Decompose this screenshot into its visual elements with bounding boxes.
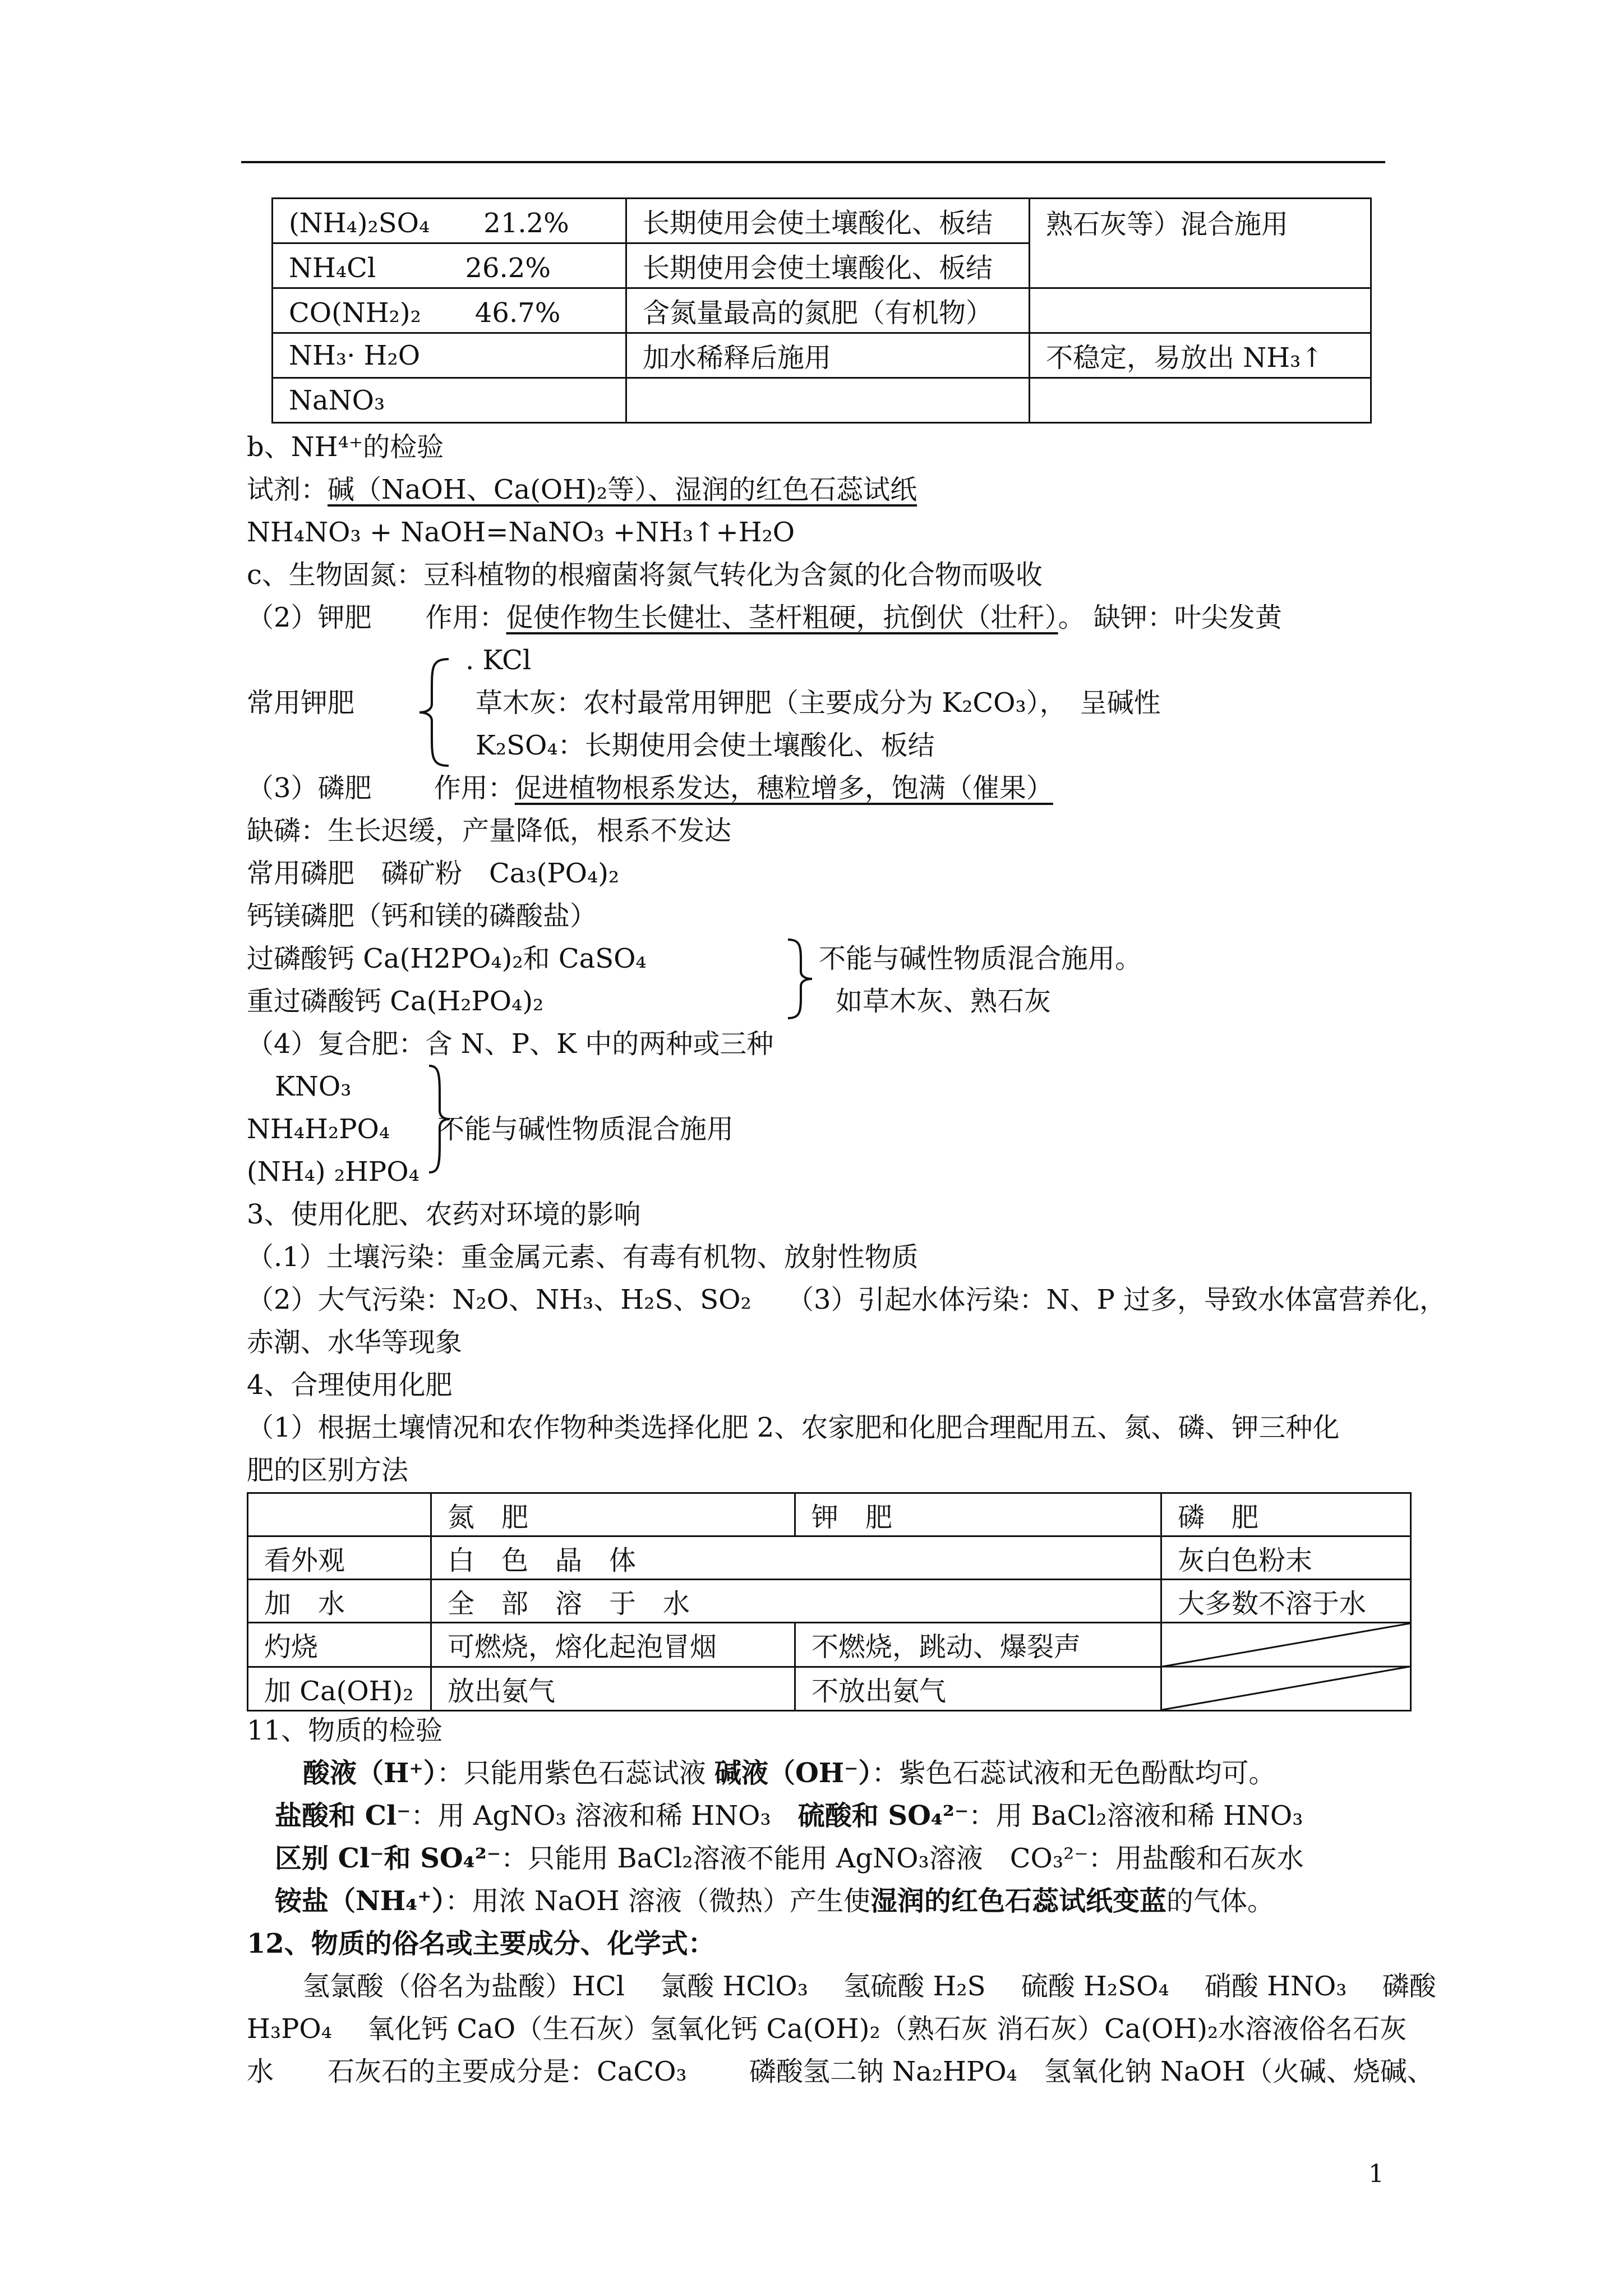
table-cell: 不放出氨气 [795, 1667, 1161, 1711]
text-span: ：只能用紫色石蕊试液 [436, 1757, 714, 1789]
text-span: （2）钾肥 作用： [247, 602, 506, 633]
table-cell: 灰白色粉末 [1161, 1536, 1411, 1580]
text-line: 缺磷：生长迟缓，产量降低，根系不发达 [247, 815, 732, 846]
table-cell: 灼烧 [248, 1623, 431, 1667]
table-cell: 不稳定，易放出 NH₃↑ [1030, 333, 1371, 378]
table-cell: NH₄Cl 26.2% [273, 243, 626, 288]
text-line: 不能与碱性物质混合施用。 [819, 943, 1142, 974]
text-line: 氢氯酸（俗名为盐酸）HCl 氯酸 HClO₃ 氢硫酸 H₂S 硫酸 H₂SO₄ 硝酸 HNO₃ 磷酸 [303, 1971, 1436, 2002]
table-cell: 白 色 晶 体 [431, 1536, 1161, 1580]
bold-text: 盐酸和 Cl⁻ [275, 1800, 411, 1832]
text-line [303, 1754, 1276, 1793]
table-cell: 看外观 [248, 1536, 431, 1580]
text-line: H₃PO₄ 氧化钙 CaO（生石灰）氢氧化钙 Ca(OH)₂（熟石灰 消石灰）Ca(OH)₂水溶液俗名石灰 [247, 2013, 1407, 2045]
bold-text: 硫酸和 SO₄²⁻ [797, 1800, 969, 1832]
text-line: （2）大气污染：N₂O、NH₃、H₂S、SO₂ （3）引起水体污染：N、P 过多，导致水体富营养化， [247, 1284, 1447, 1315]
section-heading: 11、物质的检验 [247, 1715, 443, 1746]
bold-text: 铵盐（NH₄⁺） [275, 1885, 445, 1917]
table-row [273, 288, 1371, 333]
table-row [273, 199, 1371, 243]
table-cell: 放出氨气 [431, 1667, 795, 1711]
table-cell: 全 部 溶 于 水 [431, 1580, 1161, 1623]
text-line [247, 769, 1053, 808]
text-line: 常用钾肥 [247, 687, 355, 719]
text-span: 试剂： [247, 474, 328, 505]
underlined-text: 促使作物生长健壮、茎杆粗硬，抗倒伏（壮秆） [506, 602, 1058, 633]
underlined-text: 促进植物根系发达，穗粒增多，饱满（催果） [514, 772, 1053, 804]
text-line: K₂SO₄：长期使用会使土壤酸化、板结 [476, 730, 935, 761]
bold-text: 区别 Cl⁻和 SO₄²⁻ [275, 1843, 501, 1874]
table-cell: NH₃· H₂O [273, 333, 626, 378]
bold-text: 酸液（H⁺） [303, 1757, 437, 1789]
table-cell [626, 378, 1030, 423]
table-cell: 氮 肥 [431, 1493, 795, 1536]
text-span: ：用 BaCl₂溶液和稀 HNO₃ [969, 1800, 1303, 1832]
text-line [275, 1881, 1274, 1921]
text-line: NH₄H₂PO₄ [247, 1114, 390, 1145]
table-cell: 加水稀释后施用 [626, 333, 1030, 378]
table-cell: NaNO₃ [273, 378, 626, 423]
bold-text: 湿润的红色石蕊试纸变蓝 [870, 1885, 1166, 1917]
text-span: ：用 AgNO₃ 溶液和稀 HNO₃ [411, 1800, 798, 1832]
text-line: （4）复合肥：含 N、P、K 中的两种或三种 [247, 1028, 774, 1060]
table-cell: 加 水 [248, 1580, 431, 1623]
text-line: （1）根据土壤情况和农作物种类选择化肥 2、农家肥和化肥合理配用五、氮、磷、钾三种化 [247, 1412, 1340, 1443]
text-line: 水 石灰石的主要成分是：CaCO₃ 磷酸氢二钠 Na₂HPO₄ 氢氧化钠 NaOH（火碱、烧碱、 [247, 2056, 1434, 2087]
text-span: 的气体。 [1166, 1885, 1274, 1917]
text-span: ：只能用 BaCl₂溶液不能用 AgNO₃溶液 CO₃²⁻：用盐酸和石灰水 [501, 1843, 1304, 1874]
text-line: b、NH⁴⁺的检验 [247, 431, 444, 463]
table-row [248, 1493, 1411, 1536]
table-cell: 可燃烧，熔化起泡冒烟 [431, 1623, 795, 1667]
text-span: ：紫色石蕊试液和无色酚酞均可。 [872, 1757, 1276, 1789]
text-line: 肥的区别方法 [247, 1455, 409, 1486]
equation: NH₄NO₃ + NaOH=NaNO₃ +NH₃↑+H₂O [247, 517, 795, 548]
table-row [248, 1580, 1411, 1623]
text-line: 不能与碱性物质混合施用 [437, 1114, 734, 1145]
text-line [247, 598, 1282, 637]
bold-text: 碱液（OH⁻） [714, 1757, 872, 1789]
text-line: 重过磷酸钙 Ca(H₂PO₄)₂ [247, 986, 544, 1017]
underlined-text: 碱（NaOH、Ca(OH)₂等）、湿润的红色石蕊试纸 [328, 474, 917, 505]
text-line: KNO₃ [275, 1071, 352, 1102]
table-cell [248, 1493, 431, 1536]
text-line: 钙镁磷肥（钙和镁的磷酸盐） [247, 900, 597, 932]
right-brace-icon [785, 937, 819, 1021]
table-cell: CO(NH₂)₂ 46.7% [273, 288, 626, 333]
left-brace-icon [415, 656, 454, 769]
header-rule [241, 161, 1385, 163]
text-line: c、生物固氮：豆科植物的根瘤菌将氮气转化为含氮的化合物而吸收 [247, 559, 1043, 591]
text-line [247, 470, 917, 509]
table-cell: 长期使用会使土壤酸化、板结 [626, 199, 1030, 243]
text-line: （.1）土壤污染：重金属元素、有毒有机物、放射性物质 [247, 1241, 919, 1273]
section-heading: 4、合理使用化肥 [247, 1369, 453, 1401]
nitrogen-fertilizer-table [271, 197, 1372, 424]
table-cell: 磷 肥 [1161, 1493, 1411, 1536]
table-cell: 加 Ca(OH)₂ [248, 1667, 431, 1711]
diagonal-line-icon [1162, 1623, 1410, 1710]
table-cell: 大多数不溶于水 [1161, 1580, 1411, 1623]
text-line: 过磷酸钙 Ca(H2PO₄)₂和 CaSO₄ [247, 943, 647, 974]
page-number: 1 [1368, 2160, 1384, 2188]
text-span: （3）磷肥 作用： [247, 772, 515, 804]
table-cell [1030, 378, 1371, 423]
table-row [273, 333, 1371, 378]
section-heading: 3、使用化肥、农药对环境的影响 [247, 1199, 641, 1230]
text-line: 赤潮、水华等现象 [247, 1327, 463, 1358]
table-cell: 不燃烧，跳动、爆裂声 [795, 1623, 1161, 1667]
text-span: ：用浓 NaOH 溶液（微热）产生使 [445, 1885, 870, 1917]
table-row [248, 1536, 1411, 1580]
text-line: 常用磷肥 磷矿粉 Ca₃(PO₄)₂ [247, 858, 620, 889]
table-cell: 钾 肥 [795, 1493, 1161, 1536]
table-cell: (NH₄)₂SO₄ 21.2% [273, 199, 626, 243]
text-line: . KCl [465, 645, 532, 676]
section-heading: 12、物质的俗名或主要成分、化学式： [247, 1928, 715, 1959]
table-row [248, 1623, 1411, 1667]
text-line: 草木灰：农村最常用钾肥（主要成分为 K₂CO₃）， 呈碱性 [476, 687, 1161, 719]
table-cell: 含氮量最高的氮肥（有机物） [626, 288, 1030, 333]
text-line: 如草木灰、熟石灰 [836, 986, 1052, 1017]
text-line: (NH₄) ₂HPO₄ [247, 1156, 419, 1188]
text-line [275, 1796, 1303, 1835]
diagonal-cell [1161, 1623, 1411, 1711]
table-row [273, 378, 1371, 423]
right-brace-icon [426, 1063, 454, 1175]
fertilizer-distinction-table [247, 1492, 1412, 1711]
text-line [275, 1839, 1304, 1878]
table-cell: 熟石灰等）混合施用 [1030, 199, 1371, 288]
table-cell: 长期使用会使土壤酸化、板结 [626, 243, 1030, 288]
text-span: 。 缺钾：叶尖发黄 [1058, 602, 1282, 633]
table-cell [1030, 288, 1371, 333]
